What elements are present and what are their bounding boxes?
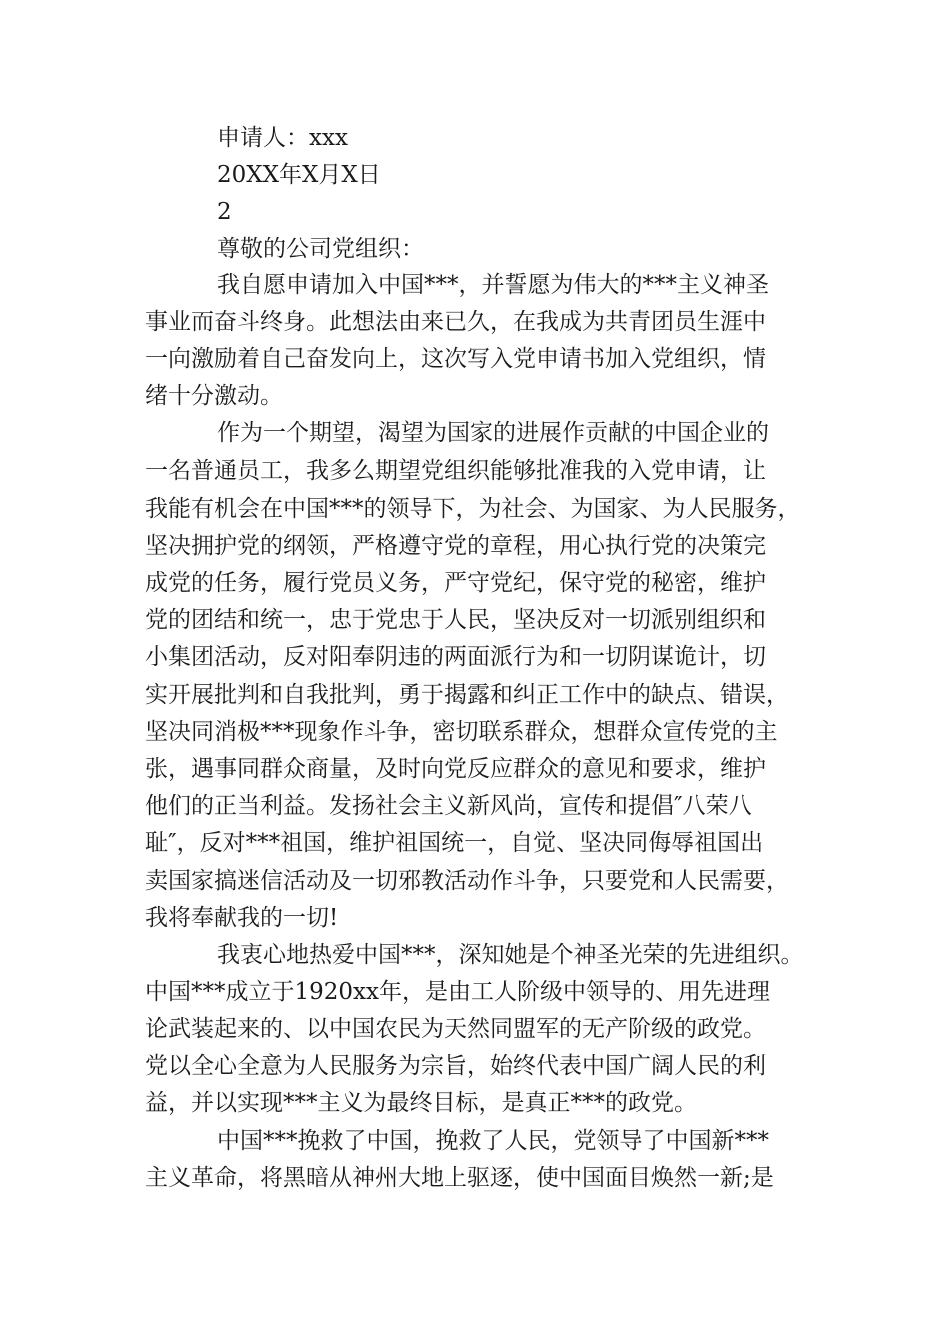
paragraph-1-line: 一向激励着自己奋发向上，这次写入党申请书加入党组织，情 <box>145 346 766 372</box>
paragraph-2-line: 小集团活动，反对阳奉阴违的两面派行为和一切阴谋诡计，切 <box>145 644 766 670</box>
paragraph-2-line: 党的团结和统一，忠于党忠于人民，坚决反对一切派别组织和 <box>145 607 766 633</box>
paragraph-3-line: 我衷心地热爱中国***，深知她是个神圣光荣的先进组织。 <box>217 942 804 968</box>
paragraph-1-line: 绪十分激动。 <box>145 383 283 409</box>
paragraph-2-line: 卖国家搞迷信活动及一切邪教活动作斗争，只要党和人民需要， <box>145 868 789 894</box>
paragraph-3-line: 益，并以实现***主义为最终目标，是真正***的政党。 <box>145 1090 697 1116</box>
paragraph-2-line: 一名普通员工，我多么期望党组织能够批准我的入党申请，让 <box>145 458 766 484</box>
paragraph-4-line: 主义革命，将黑暗从神州大地上驱逐，使中国面目焕然一新;是 <box>145 1165 774 1191</box>
date-line: 20XX年X月X日 <box>217 162 381 188</box>
paragraph-2-line: 实开展批判和自我批判，勇于揭露和纠正工作中的缺点、错误， <box>145 682 789 708</box>
paragraph-2-line: 坚决拥护党的纲领，严格遵守党的章程，用心执行党的决策完 <box>145 533 766 559</box>
page-number: 2 <box>217 199 232 225</box>
paragraph-2-line: 坚决同消极***现象作斗争，密切联系群众，想群众宣传党的主 <box>145 719 778 745</box>
paragraph-2-line: 作为一个期望，渴望为国家的进展作贡献的中国企业的 <box>217 420 769 446</box>
paragraph-2-line: 我能有机会在中国***的领导下，为社会、为国家、为人民服务， <box>145 496 801 522</box>
applicant-line: 申请人：xxx <box>217 125 348 151</box>
paragraph-4-line: 中国***挽救了中国，挽救了人民，党领导了中国新*** <box>217 1128 769 1154</box>
paragraph-1-line: 事业而奋斗终身。此想法由来已久，在我成为共青团员生涯中 <box>145 309 766 335</box>
salutation: 尊敬的公司党组织： <box>217 236 424 262</box>
paragraph-3-line: 论武装起来的、以中国农民为天然同盟军的无产阶级的政党。 <box>145 1016 766 1042</box>
paragraph-2-line: 耻″，反对***祖国，维护祖国统一，自觉、坚决同侮辱祖国出 <box>145 830 764 856</box>
paragraph-2-line: 他们的正当利益。发扬社会主义新风尚，宣传和提倡″八荣八 <box>145 793 752 819</box>
paragraph-2-line: 成党的任务，履行党员义务，严守党纪，保守党的秘密，维护 <box>145 570 766 596</box>
paragraph-2-line: 我将奉献我的一切! <box>145 905 339 931</box>
paragraph-3-line: 中国***成立于1920xx年，是由工人阶级中领导的、用先进理 <box>145 979 770 1005</box>
paragraph-3-line: 党以全心全意为人民服务为宗旨，始终代表中国广阔人民的利 <box>145 1053 766 1079</box>
paragraph-1-line: 我自愿申请加入中国***，并誓愿为伟大的***主义神圣 <box>217 272 769 298</box>
paragraph-2-line: 张，遇事同群众商量，及时向党反应群众的意见和要求，维护 <box>145 756 766 782</box>
